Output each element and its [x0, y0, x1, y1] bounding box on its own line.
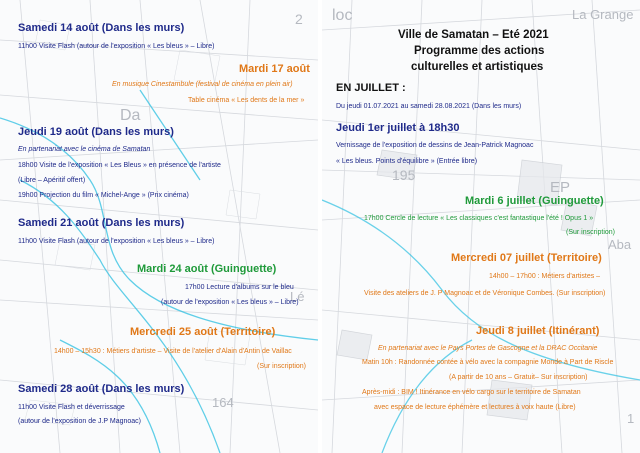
left-page: [0, 0, 318, 453]
event-line: En partenariat avec le Pays Portes de Gascogne et la DRAC Occitanie: [378, 345, 598, 352]
map-label: Aba: [608, 237, 632, 252]
document-title: Ville de Samatan – Eté 2021: [398, 29, 549, 41]
event-line: Matin 10h : Randonnée contée à vélo avec la compagnie Monde à Part de Riscle: [362, 359, 614, 366]
event-line: (Sur inscription): [566, 229, 616, 236]
event-line: 14h00 – 17h00 : Métiers d'artistes –: [489, 273, 601, 280]
event-heading: Jeudi 1er juillet à 18h30: [336, 122, 460, 134]
map-label: EP: [550, 179, 571, 196]
month-label: EN JUILLET :: [336, 82, 406, 94]
event-line: (Libre – Apéritif offert): [18, 177, 86, 184]
event-line: Table cinéma « Les dents de la mer »: [188, 97, 305, 104]
document-title: Programme des actions: [414, 45, 545, 57]
event-line: En partenariat avec le cinéma de Samatan: [18, 146, 151, 153]
event-line: (autour de l'exposition « Les bleus » – Libre): [161, 299, 299, 306]
map-label: loc: [332, 7, 353, 24]
event-line: 17h00 Cercle de lecture « Les classiques c'est fantastique l'été ! Opus 1 »: [364, 215, 594, 222]
event-heading: Samedi 28 août (Dans les murs): [18, 383, 185, 395]
map-label: 195: [392, 167, 416, 183]
event-heading: Samedi 21 août (Dans les murs): [18, 217, 185, 229]
event-line: « Les bleus. Points d'équilibre » (Entrée libre): [336, 158, 478, 165]
map-label: 2: [295, 11, 303, 27]
event-line: (A partir de 10 ans – Gratuit– Sur inscription): [449, 374, 588, 381]
event-line: 11h00 Visite Flash (autour de l'exposition « Les bleus » – Libre): [18, 238, 215, 245]
event-line: Du jeudi 01.07.2021 au samedi 28.08.2021 (Dans les murs): [336, 103, 522, 110]
event-heading: Mardi 6 juillet (Guinguette): [465, 195, 604, 207]
map-label: Da: [120, 107, 141, 124]
event-line: 19h00 Projection du film « Michel-Ange » (Prix cinéma): [18, 192, 189, 199]
event-line: 18h00 Visite de l'exposition « Les Bleus » en présence de l'artiste: [18, 162, 221, 169]
document-title: culturelles et artistiques: [411, 61, 544, 73]
map-label: La Grange: [572, 7, 634, 22]
event-line: Visite des ateliers de J. P Magnoac et de Véronique Combes. (Sur inscription): [364, 290, 606, 297]
event-line: Après-midi : BIM ! Itinérance en vélo cargo sur le territoire de Samatan: [362, 389, 581, 396]
event-line: Vernissage de l'exposition de dessins de Jean-Patrick Magnoac: [336, 142, 534, 149]
event-heading: Mardi 17 août: [239, 63, 310, 75]
event-line: (autour de l'exposition de J.P Magnoac): [18, 418, 142, 425]
event-heading: Mercredi 07 juillet (Territoire): [451, 252, 602, 264]
event-heading: Mercredi 25 août (Territoire): [130, 326, 276, 338]
event-heading: Jeudi 8 juillet (Itinérant): [476, 325, 600, 337]
event-heading: Samedi 14 août (Dans les murs): [18, 22, 185, 34]
event-line: 11h00 Visite Flash et déverrissage: [18, 404, 125, 411]
right-page: [322, 0, 640, 453]
event-line: En musique Cinestambule (festival de cinéma en plein air): [112, 81, 293, 88]
map-label: 164: [212, 395, 234, 410]
map-label: Lé: [290, 289, 305, 304]
event-line: 11h00 Visite Flash (autour de l'exposition « Les bleus » – Libre): [18, 43, 215, 50]
event-line: 14h00 – 15h30 : Métiers d'artiste – Visite de l'atelier d'Alain d'Antin de Vaillac: [54, 348, 292, 355]
event-line: (Sur inscription): [257, 363, 307, 370]
event-line: 17h00 Lecture d'albums sur le bleu: [185, 284, 294, 291]
event-heading: Jeudi 19 août (Dans les murs): [18, 126, 174, 138]
map-label: 1: [627, 411, 635, 426]
event-line: avec espace de lecture éphémère et lectures à voix haute (Libre): [374, 404, 576, 411]
event-heading: Mardi 24 août (Guinguette): [137, 263, 277, 275]
